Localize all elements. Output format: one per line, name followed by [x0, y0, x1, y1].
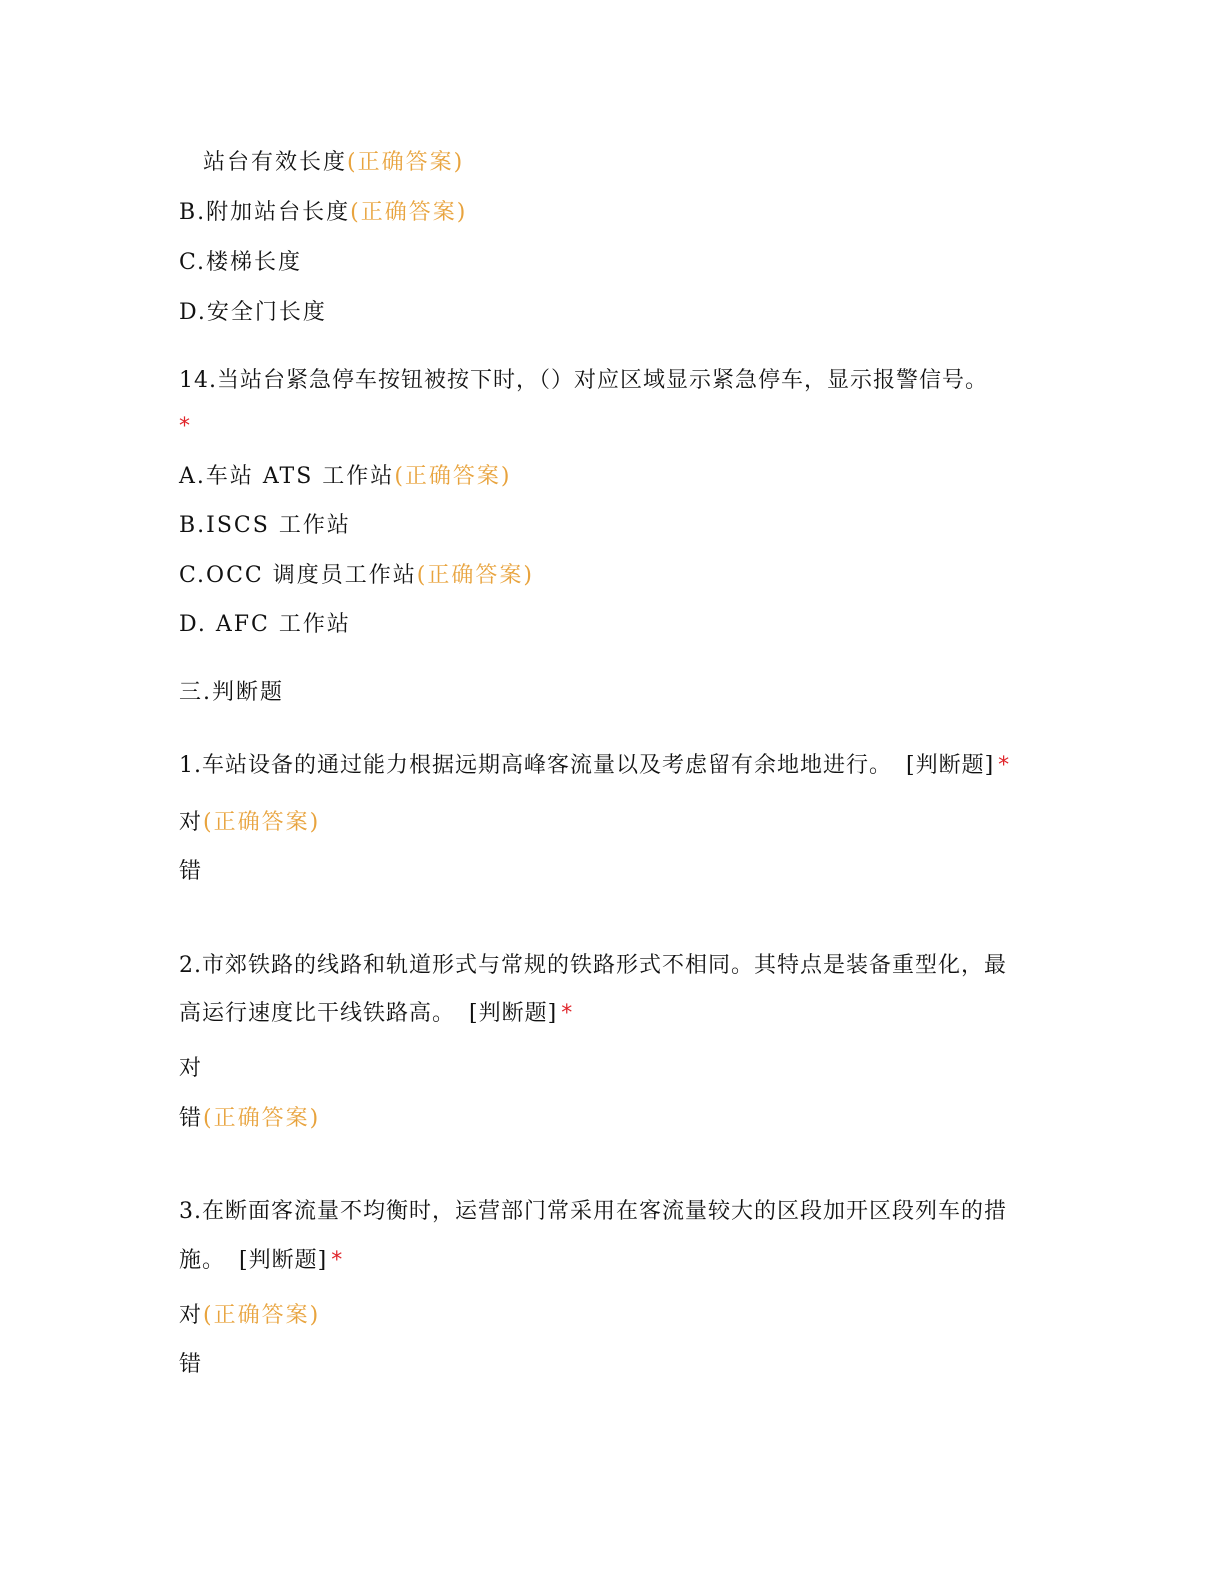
correct-answer-tag: (正确答案) — [394, 464, 512, 489]
tf-question-3-line2 — [179, 1246, 343, 1276]
q14-option-d[interactable] — [179, 610, 351, 640]
q14-option-b[interactable] — [179, 511, 351, 541]
correct-answer-tag: (正确答案) — [347, 150, 465, 175]
q14-option-c[interactable] — [179, 561, 534, 591]
correct-answer-tag: (正确答案) — [203, 1106, 321, 1131]
option-text: C.楼梯长度 — [179, 250, 303, 275]
q14-required — [179, 412, 192, 442]
question-text: 高运行速度比干线铁路高。 — [179, 1001, 456, 1026]
q13-option-c[interactable] — [179, 248, 302, 278]
required-mark: * — [331, 1248, 344, 1273]
tf1-option-true[interactable] — [179, 808, 320, 838]
tf-question-1 — [179, 751, 1010, 781]
required-mark: * — [998, 753, 1011, 778]
option-text: 错 — [179, 1106, 204, 1131]
option-text: A.车站 ATS 工作站 — [179, 464, 395, 489]
option-text: 对 — [179, 1056, 204, 1081]
tf1-option-false[interactable] — [179, 857, 203, 887]
q14-option-a[interactable] — [179, 462, 511, 492]
question-type-tag: [判断题] — [469, 1001, 558, 1026]
q13-option-d[interactable] — [179, 298, 327, 328]
question-type-tag: [判断题] — [239, 1248, 328, 1273]
q13-option-a[interactable] — [203, 148, 464, 178]
correct-answer-tag: (正确答案) — [203, 1303, 321, 1328]
option-text: 站台有效长度 — [203, 150, 348, 175]
tf3-option-true[interactable] — [179, 1301, 320, 1331]
question-text: 1.车站设备的通过能力根据远期高峰客流量以及考虑留有余地地进行。 — [179, 753, 892, 778]
tf-question-2-line2 — [179, 999, 573, 1029]
required-mark: * — [561, 1001, 574, 1026]
q14-question: 14.当站台紧急停车按钮被按下时，（）对应区域显示紧急停车，显示报警信号。 — [179, 368, 988, 393]
correct-answer-tag: (正确答案) — [416, 563, 534, 588]
option-text: B.附加站台长度 — [179, 200, 351, 225]
option-text: C.OCC 调度员工作站 — [179, 563, 417, 588]
option-text: D.安全门长度 — [179, 300, 327, 325]
option-text: 对 — [179, 1303, 204, 1328]
question-type-tag: [判断题] — [906, 753, 995, 778]
option-text: D. AFC 工作站 — [179, 612, 351, 637]
section-title: 三.判断题 — [179, 680, 284, 705]
correct-answer-tag: (正确答案) — [203, 810, 321, 835]
q13-option-b[interactable] — [179, 198, 467, 228]
tf3-option-false[interactable] — [179, 1350, 203, 1380]
tf-question-3-line1: 3.在断面客流量不均衡时，运营部门常采用在客流量较大的区段加开区段列车的措 — [179, 1199, 1007, 1224]
option-text: 错 — [179, 1352, 204, 1377]
correct-answer-tag: (正确答案) — [350, 200, 468, 225]
tf2-option-true[interactable] — [179, 1054, 203, 1084]
required-mark: * — [179, 414, 192, 439]
tf2-option-false[interactable] — [179, 1104, 320, 1134]
tf-question-2-line1: 2.市郊铁路的线路和轨道形式与常规的铁路形式不相同。其特点是装备重型化，最 — [179, 953, 1007, 978]
option-text: 对 — [179, 810, 204, 835]
option-text: B.ISCS 工作站 — [179, 513, 351, 538]
option-text: 错 — [179, 859, 204, 884]
question-text: 施。 — [179, 1248, 226, 1273]
